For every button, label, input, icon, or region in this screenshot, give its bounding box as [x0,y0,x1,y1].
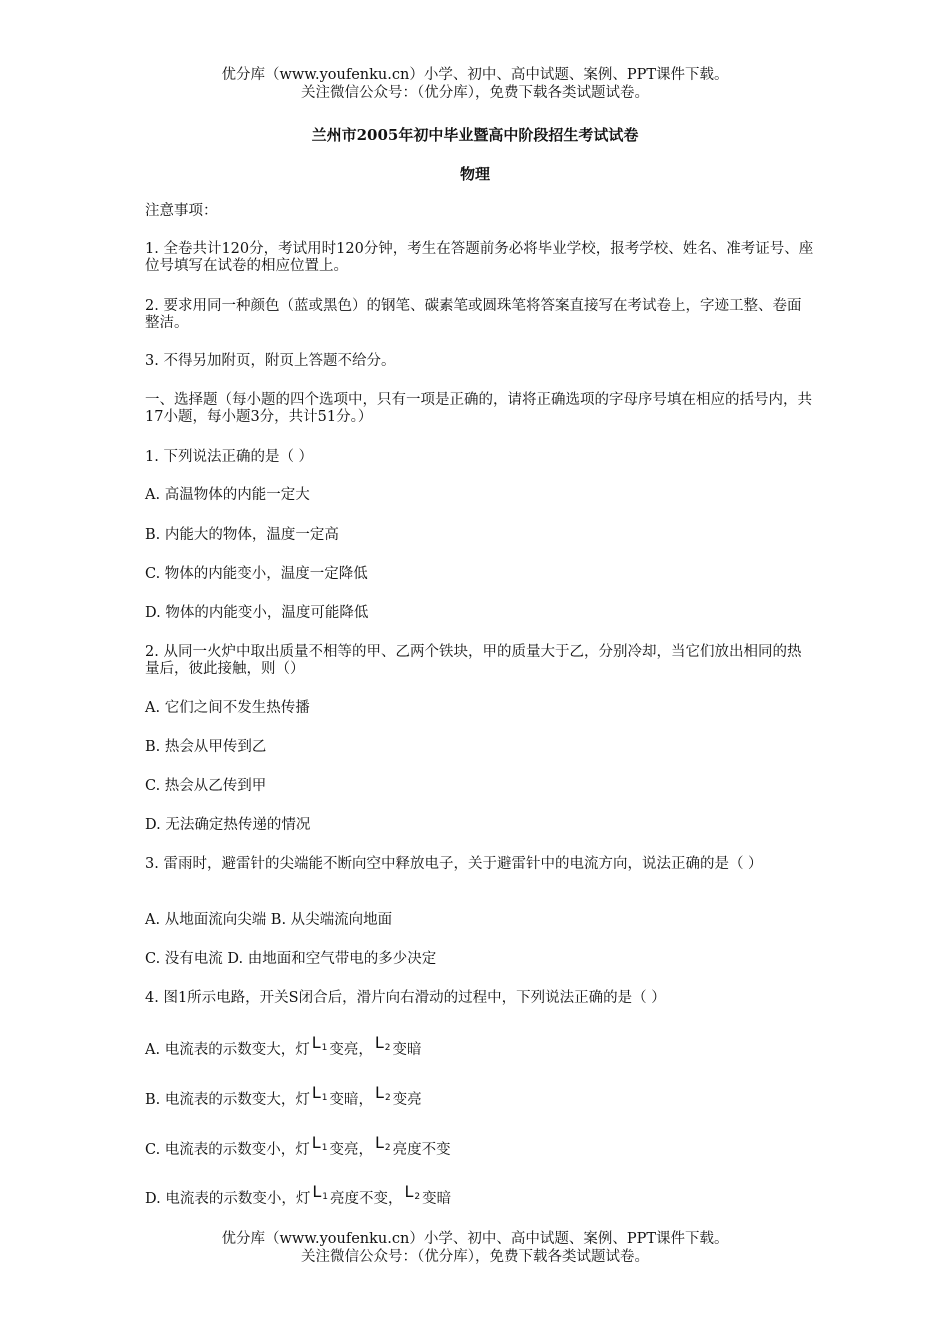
question-stem: 4. 图1所示电路，开关S闭合后，滑片向右滑动的过程中，下列说法正确的是（ ） [145,990,666,1006]
subject-title: 物理 [459,165,490,183]
option-b: B. 热会从甲传到乙 [145,739,267,755]
option-b: B. 内能大的物体，温度一定高 [145,527,339,543]
option-text: C. 电流表的示数变小，灯 [145,1142,310,1158]
option-a [145,1033,815,1061]
notice-item: 2. 要求用同一种颜色（蓝或黑色）的钢笔、碳素笔或圆珠笔将答案直接写在考试卷上，字迹工整、卷面整洁。 [145,298,802,331]
lamp-l1-symbol: $L_1$ [311,1033,328,1053]
option-a: A. 高温物体的内能一定大 [145,487,310,503]
lamp-l2-symbol: $L_2$ [374,1033,391,1053]
notice-item: 3. 不得另加附页，附页上答题不给分。 [145,353,396,369]
question-stem: 3. 雷雨时，避雷针的尖端能不断向空中释放电子，关于避雷针中的电流方向，说法正确的是（ ） [145,856,763,872]
option-c: C. 物体的内能变小，温度一定降低 [145,566,368,582]
lamp-l1-symbol: $L_1$ [311,1133,328,1153]
option-d [145,1182,815,1210]
option-text: 变亮 [392,1092,422,1108]
footer-line-1: 优分库（www.youfenku.cn）小学、初中、高中试题、案例、PPT课件下载。 [221,1231,729,1247]
option-text: D. 电流表的示数变小，灯 [145,1191,311,1207]
notice-item: 1. 全卷共计120分，考试用时120分钟，考生在答题前务必将毕业学校，报考学校、姓名、准考证号、座位号填写在试卷的相应位置上。 [145,241,814,274]
exam-title: 兰州市2005年初中毕业暨高中阶段招生考试试卷 [311,126,639,144]
question-stem: 1. 下列说法正确的是（ ） [145,449,314,465]
option-text: 变暗 [422,1191,452,1207]
lamp-l2-symbol: $L_2$ [404,1182,421,1202]
lamp-l2-symbol: $L_2$ [374,1133,391,1153]
option-text: 变暗， [329,1092,374,1108]
option-d: D. 物体的内能变小，温度可能降低 [145,605,369,621]
option-c: C. 热会从乙传到甲 [145,778,267,794]
section-heading: 一、选择题（每小题的四个选项中，只有一项是正确的，请将正确选项的字母序号填在相应的括号内，共17小题，每小题3分，共计51分。） [145,392,812,425]
option-text: 变亮， [329,1042,373,1058]
header-line-1: 优分库（www.youfenku.cn）小学、初中、高中试题、案例、PPT课件下载。 [221,67,729,83]
lamp-l2-symbol: $L_2$ [375,1083,391,1103]
option-d: D. 无法确定热传递的情况 [145,817,311,833]
notice-heading: 注意事项： [145,203,218,219]
option-text: A. 电流表的示数变大，灯 [145,1042,310,1058]
page-footer [0,1230,950,1266]
option-text: 变暗 [392,1042,422,1058]
lamp-l1-symbol: $L_1$ [311,1083,328,1103]
option-text: B. 电流表的示数变大，灯 [145,1092,310,1108]
header-line-2: 关注微信公众号：（优分库），免费下载各类试题试卷。 [301,85,649,101]
options-ab: A. 从地面流向尖端 B. 从尖端流向地面 [145,912,393,928]
option-text: 变亮， [329,1142,373,1158]
question-stem: 2. 从同一火炉中取出质量不相等的甲、乙两个铁块，甲的质量大于乙，分别冷却，当它们放出相同的热量后，彼此接触，则（） [145,644,802,677]
option-text: 亮度不变， [329,1191,403,1207]
option-b [145,1083,815,1111]
footer-line-2: 关注微信公众号：（优分库），免费下载各类试题试卷。 [301,1249,649,1265]
options-cd: C. 没有电流 D. 由地面和空气带电的多少决定 [145,951,437,967]
lamp-l1-symbol: $L_1$ [312,1182,328,1202]
option-c [145,1133,815,1161]
option-text: 亮度不变 [392,1142,451,1158]
option-a: A. 它们之间不发生热传播 [145,700,310,716]
page-header [0,66,950,102]
